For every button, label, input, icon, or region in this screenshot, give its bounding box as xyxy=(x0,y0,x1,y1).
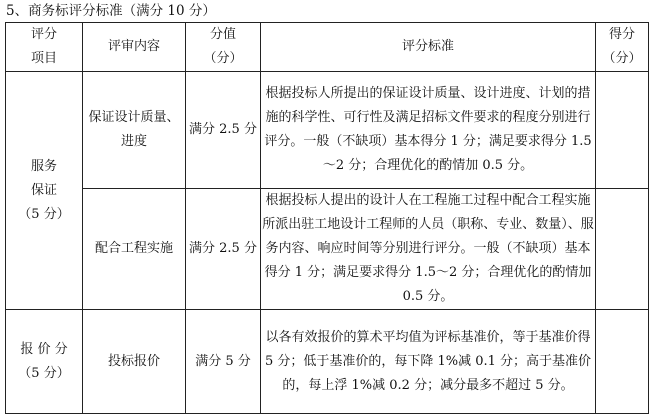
criteria-cell: 根据投标人所提出的保证设计质量、设计进度、计划的措施的科学性、可行性及满足招标文件要求的程度分别进行评分。一般（不缺项）基本得分 1 分；满足要求得分 1.5～2 分；合理优化的酌情加 0.5 分。 xyxy=(261,72,596,189)
table-row xyxy=(6,310,649,414)
header-criteria: 评分标准 xyxy=(261,23,596,72)
category-line: 服务 xyxy=(30,158,57,174)
header-score-line: 分值 xyxy=(209,27,236,42)
category-line: 报 价 分 xyxy=(20,341,68,357)
header-result-line: 得分 xyxy=(608,27,635,42)
result-cell[interactable] xyxy=(596,189,649,310)
category-line: 保证 xyxy=(30,182,57,198)
header-content: 评审内容 xyxy=(83,23,186,72)
header-score xyxy=(186,23,261,72)
header-result xyxy=(596,23,649,72)
header-category xyxy=(6,23,83,72)
header-result-line: （分） xyxy=(602,51,642,66)
content-cell: 配合工程实施 xyxy=(83,189,186,310)
criteria-cell: 以各有效报价的算术平均值为评标基准价，等于基准价得 5 分；低于基准价的，每下降 1%减 0.1 分；高于基准价的，每上浮 1%减 0.2 分；减分最多不超过 5 分。 xyxy=(261,310,596,414)
category-cell-price xyxy=(6,310,83,414)
score-cell: 满分 2.5 分 xyxy=(186,189,261,310)
result-cell[interactable] xyxy=(596,72,649,189)
score-cell: 满分 5 分 xyxy=(186,310,261,414)
content-cell: 投标报价 xyxy=(83,310,186,414)
table-row xyxy=(6,72,649,189)
header-score-line: （分） xyxy=(203,51,243,66)
category-line: （5 分） xyxy=(18,365,70,381)
criteria-cell: 根据投标人提出的设计人在工程施工过程中配合工程实施所派出驻工地设计工程师的人员（职称、专业、数量）、服务内容、响应时间等分别进行评分。一般（不缺项）基本得分 1 分；满足要求得分 1.5～2 分；合理优化的酌情加 0.5 分。 xyxy=(261,189,596,310)
category-cell-service xyxy=(6,72,83,310)
result-cell[interactable] xyxy=(596,310,649,414)
table-row xyxy=(6,189,649,310)
table-header-row xyxy=(6,23,649,72)
score-cell: 满分 2.5 分 xyxy=(186,72,261,189)
header-category-line: 评分 xyxy=(30,27,57,42)
section-caption: 5、商务标评分标准（满分 10 分） xyxy=(6,3,216,19)
category-line: （5 分） xyxy=(18,206,70,222)
header-category-line: 项目 xyxy=(30,51,57,66)
content-cell: 保证设计质量、进度 xyxy=(83,72,186,189)
scoring-table xyxy=(5,22,649,414)
